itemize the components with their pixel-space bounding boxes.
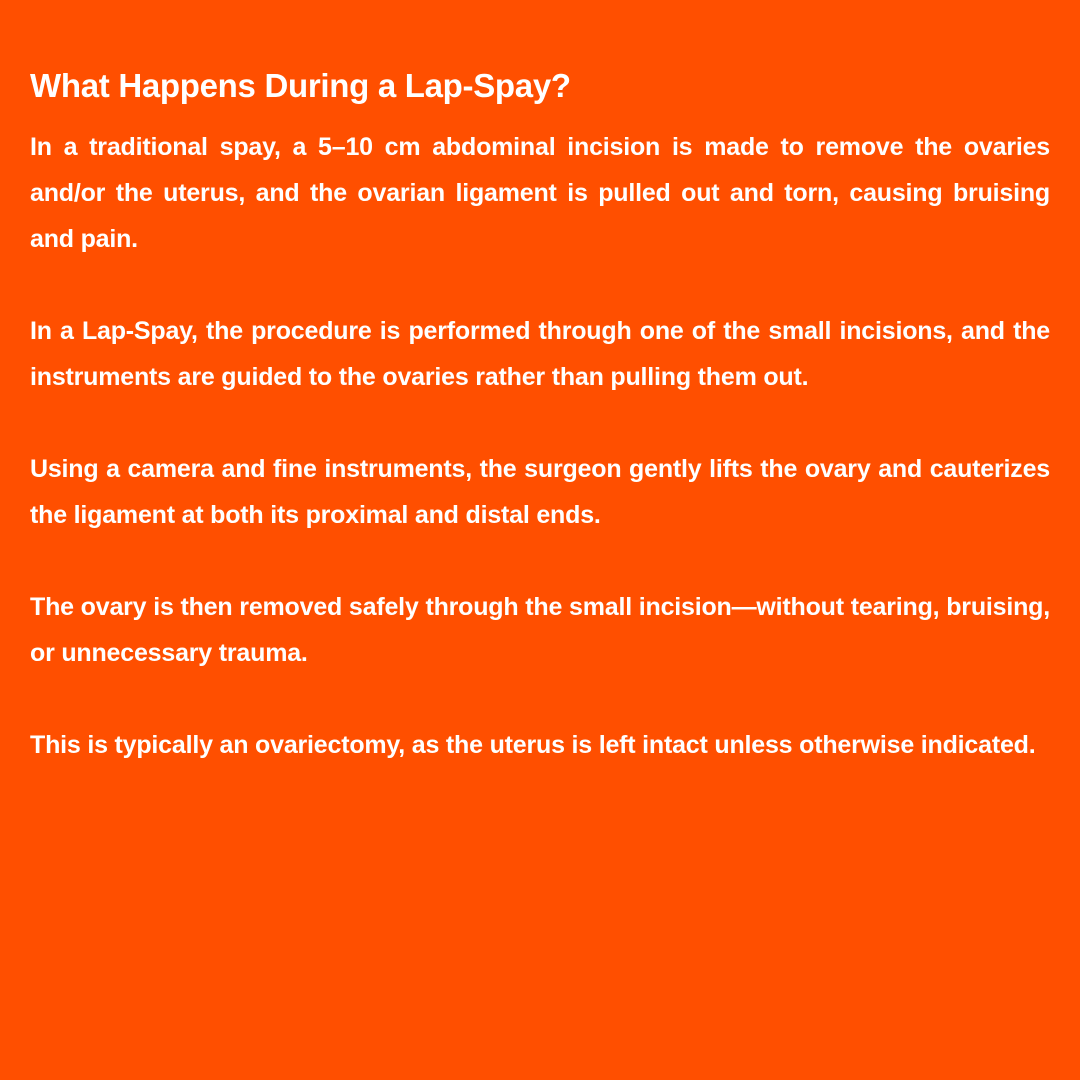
page-title: What Happens During a Lap-Spay? <box>30 67 571 104</box>
paragraph-ovariectomy: This is typically an ovariectomy, as the uterus is left intact unless otherwise indicated. <box>30 731 1036 759</box>
paragraph-traditional-spay: In a traditional spay, a 5–10 cm abdominal incision is made to remove the ovaries and/or the uterus, and the ovarian ligament is pulled out and torn, causing bruising and pain. <box>30 133 1050 253</box>
paragraph-ovary-removal: The ovary is then removed safely through the small incision—without tearing, bruising, or unnecessary trauma. <box>30 593 1050 667</box>
paragraph-camera-instruments: Using a camera and fine instruments, the surgeon gently lifts the ovary and cauterizes the ligament at both its proximal and distal ends. <box>30 455 1050 529</box>
paragraph-lap-spay-procedure: In a Lap-Spay, the procedure is performed through one of the small incisions, and the instruments are guided to the ovaries rather than pulling them out. <box>30 317 1050 391</box>
